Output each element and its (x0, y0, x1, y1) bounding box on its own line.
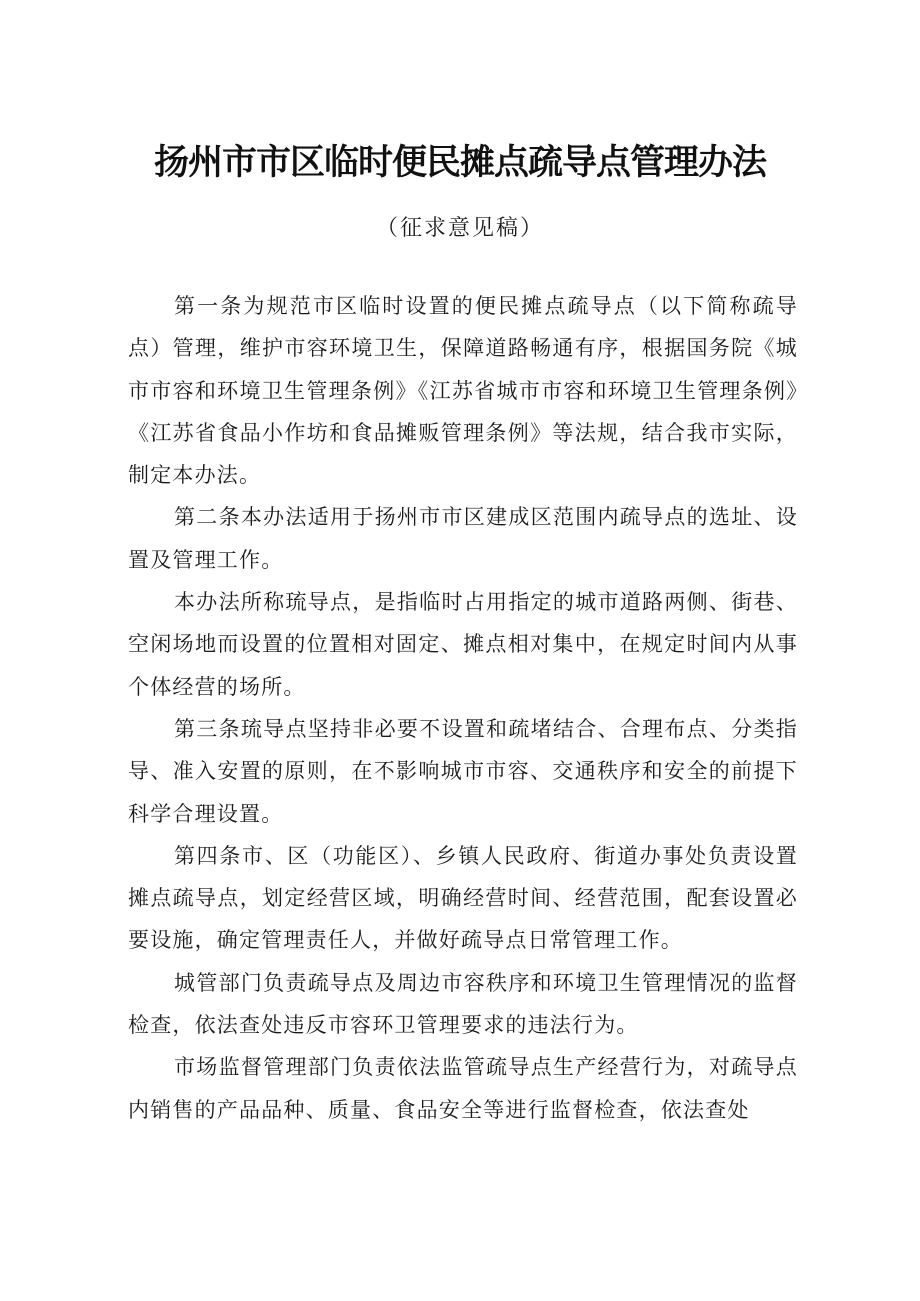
article-2-paragraph: 第二条本办法适用于扬州市市区建成区范围内疏导点的选址、设置及管理工作。 (128, 505, 798, 572)
document-body (128, 285, 798, 1131)
article-1-paragraph: 第一条为规范市区临时设置的便民摊点疏导点（以下简称疏导点）管理，维护市容环境卫生，保障道路畅通有序，根据国务院《城市市容和环境卫生管理条例》《江苏省城市市容和环境卫生管理条例》《江苏省食品小作坊和食品摊贩管理条例》等法规，结合我市实际，制定本办法。 (128, 294, 798, 488)
article-4-paragraph: 第四条市、区（功能区）、乡镇人民政府、街道办事处负责设置摊点疏导点，划定经营区域，明确经营时间、经营范围，配套设置必要设施，确定管理责任人，并做好疏导点日常管理工作。 (128, 843, 798, 953)
market-supervision-paragraph: 市场监督管理部门负责依法监管疏导点生产经营行为，对疏导点内销售的产品品种、质量、食品安全等进行监督检查，依法查处 (128, 1055, 798, 1122)
document-subtitle: （征求意见稿） (375, 216, 544, 241)
document-title: 扬州市市区临时便民摊点疏导点管理办法 (153, 143, 766, 183)
urban-management-paragraph: 城管部门负责疏导点及周边市容秩序和环境卫生管理情况的监督检查，依法查处违反市容环卫管理要求的违法行为。 (128, 970, 798, 1038)
definition-paragraph: 本办法所称琉导点，是指临时占用指定的城市道路两侧、街巷、空闲场地而设置的位置相对固定、摊点相对集中，在规定时间内从事个体经营的场所。 (128, 590, 798, 699)
article-3-paragraph: 第三条琉导点坚持非必要不设置和疏堵结合、合理布点、分类指导、准入安置的原则，在不影响城市市容、交通秩序和安全的前提下科学合理设置。 (128, 716, 798, 826)
